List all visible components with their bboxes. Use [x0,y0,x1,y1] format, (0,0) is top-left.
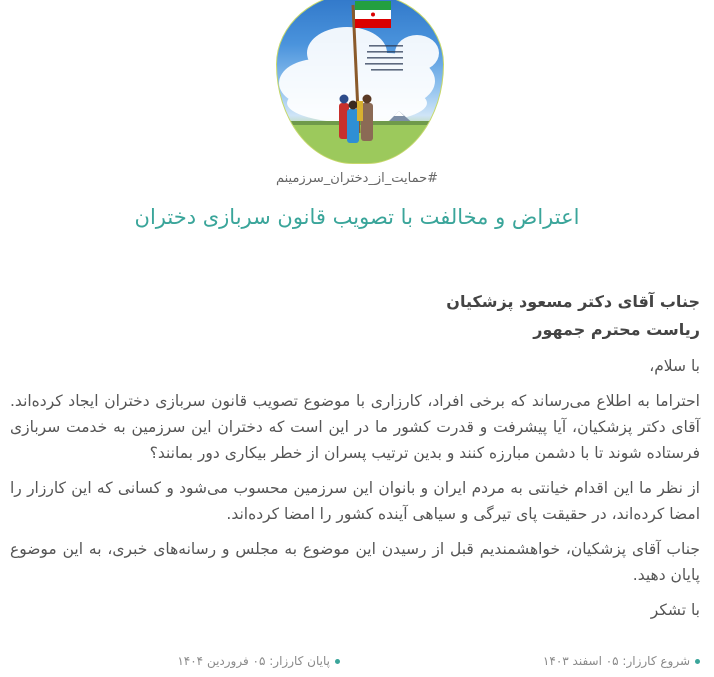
start-date-text: شروع کارزار: ۰۵ اسفند ۱۴۰۳ [542,654,690,668]
bullet-icon [335,659,340,664]
bullet-icon [695,659,700,664]
letter-greeting: با سلام، [649,357,700,375]
letter-closing: با تشکر [650,601,700,619]
campaign-end-date [177,654,340,668]
letter-paragraph: جناب آقای پزشکیان، خواهشمندیم قبل از رسیدن این موضوع به مجلس و رسانه‌های خبری، به این موضوع پایان دهید. [10,540,700,584]
campaign-title: اعتراض و مخالفت با تصویب قانون سربازی دختران [134,205,580,229]
letter-paragraph: احتراما به اطلاع می‌رساند که برخی افراد، کارزاری با موضوع تصویب قانون سربازی دختران ایجاد کرده‌اند. آقای دکتر پزشکیان، آیا پیشرفت و قدرت کشور ما در این است که دختران این سرزمین به خدمت سربازی فرستاده شوند تا با دشمن مبارزه کنند و بدین ترتیب پسران از خطر بیکاری دور بمانند؟ [10,392,700,462]
letter-paragraph: از نظر ما این اقدام خیانتی به مردم ایران و بانوان این سرزمین محسوب می‌شود و کسانی که این کارزار را امضا کرده‌اند، در حقیقت پای تیرگی و سیاهی آینده کشور را امضا کرده‌اند. [10,479,700,523]
campaign-poster-image [276,0,444,164]
poster-illustration-icon [277,0,443,163]
petition-letter [10,288,700,632]
recipient-name: جناب آقای دکتر مسعود پزشکیان [446,292,700,311]
end-date-text: پایان کارزار: ۰۵ فروردین ۱۴۰۴ [177,654,330,668]
recipient-title: ریاست محترم جمهور [533,320,700,339]
campaign-start-date [543,654,700,668]
campaign-hashtag[interactable]: #حمایت_از_دختران_سرزمینم [275,171,439,186]
